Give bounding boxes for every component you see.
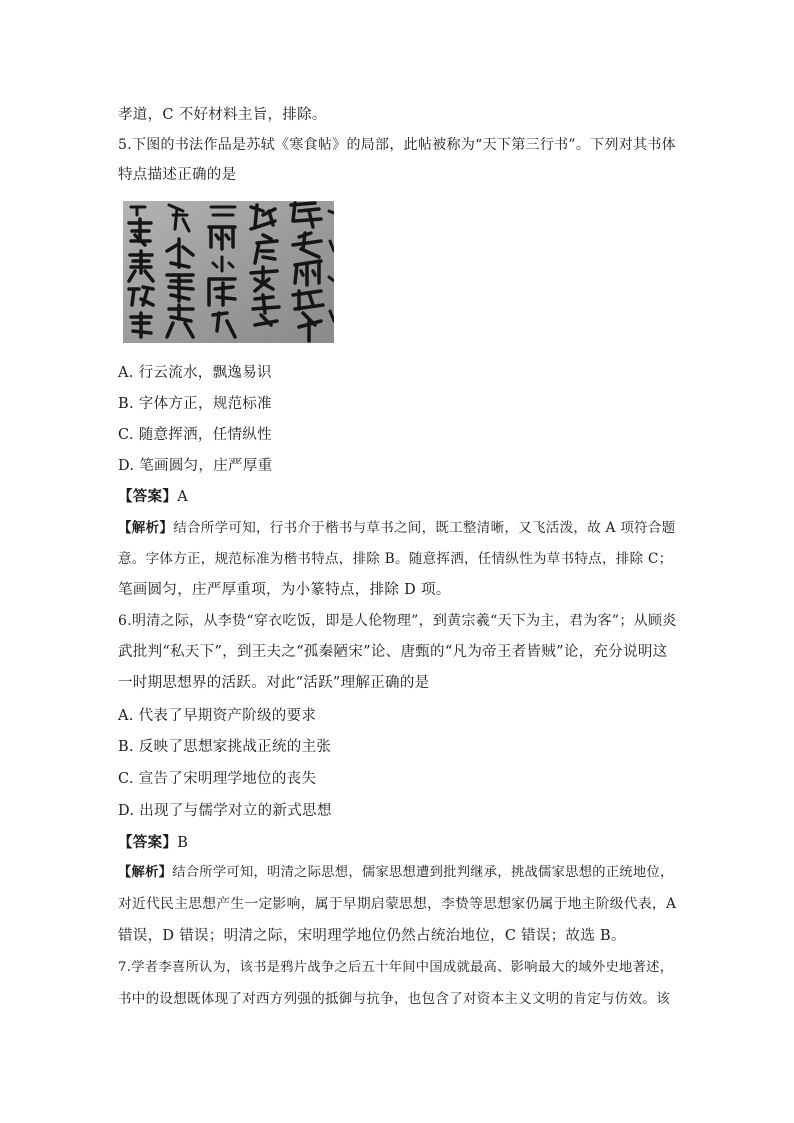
q5-analysis-line-3: 笔画圆匀，庄严厚重项，为小篆特点，排除 D 项。 [118,582,451,598]
q5-analysis-line-2: 意。字体方正，规范标准为楷书特点，排除 B。随意挥洒，任情纵性为草书特点，排除 C； [118,551,673,567]
answer-tag: 【答案】 [118,834,178,851]
answer-tag: 【答案】 [118,488,178,505]
q5-stem-line-1: 5.下图的书法作品是苏轼《寒食帖》的局部，此帖被称为“天下第三行书”。下列对其书体 [118,137,676,153]
q6-option-a: A. 代表了早期资产阶级的要求 [118,708,317,724]
q6-analysis-line-3: 错误，D 错误；明清之际，宋明理学地位仍然占统治地位，C 错误；故选 B。 [118,928,626,944]
q6-analysis-line-1 [118,863,678,883]
q6-answer [118,833,678,853]
q5-analysis-line-1 [118,518,678,538]
calligraphy-image [123,201,334,343]
q7-stem-line-1: 7.学者李喜所认为，该书是鸦片战争之后五十年间中国成就最高、影响最大的域外史地著述， [118,960,674,975]
answer-value: B [177,835,189,851]
q5-stem-line-2: 特点描述正确的是 [118,167,237,183]
q5-option-d: D. 笔画圆匀，庄严厚重 [118,458,273,474]
q5-option-b: B. 字体方正，规范标准 [118,396,272,412]
q6-option-c: C. 宣告了宋明理学地位的丧失 [118,771,317,787]
q5-option-c: C. 随意挥洒，任情纵性 [118,427,272,443]
analysis-tag: 【解析】 [118,865,173,880]
q6-stem-line-1: 6.明清之际，从李贽“穿衣吃饭，即是人伦物理”，到黄宗羲“天下为主，君为客”；从顾炎 [118,613,677,629]
q5-option-a: A. 行云流水，飘逸易识 [118,365,272,381]
analysis-tag: 【解析】 [118,520,174,536]
q4-analysis-tail: 孝道，C 不好材料主旨，排除。 [118,107,327,123]
answer-value: A [177,489,188,505]
analysis-text: 结合所学可知，明清之际思想，儒家思想遭到批判继承，挑战儒家思想的正统地位， [172,865,674,880]
q6-analysis-line-2: 对近代民主思想产生一定影响，属于早期启蒙思想，李贽等思想家仍属于地主阶级代表，A [118,896,677,912]
analysis-text: 结合所学可知，行书介于楷书与草书之间，既工整清晰，又飞活泼，故 A 项符合题 [173,520,676,536]
q6-stem-line-3: 一时期思想界的活跃。对此“活跃”理解正确的是 [118,675,430,691]
q5-answer [118,487,678,507]
q6-stem-line-2: 武批判“私天下”，到王夫之“孤秦陋宋”论、唐甄的“凡为帝王者皆贼”论，充分说明这 [118,644,668,660]
q6-option-d: D. 出现了与儒学对立的新式思想 [118,803,332,819]
q7-stem-line-2: 书中的设想既体现了对西方列强的抵御与抗争，也包含了对资本主义文明的肯定与仿效。该 [118,991,670,1007]
q6-option-b: B. 反映了思想家挑战正统的主张 [118,739,332,755]
